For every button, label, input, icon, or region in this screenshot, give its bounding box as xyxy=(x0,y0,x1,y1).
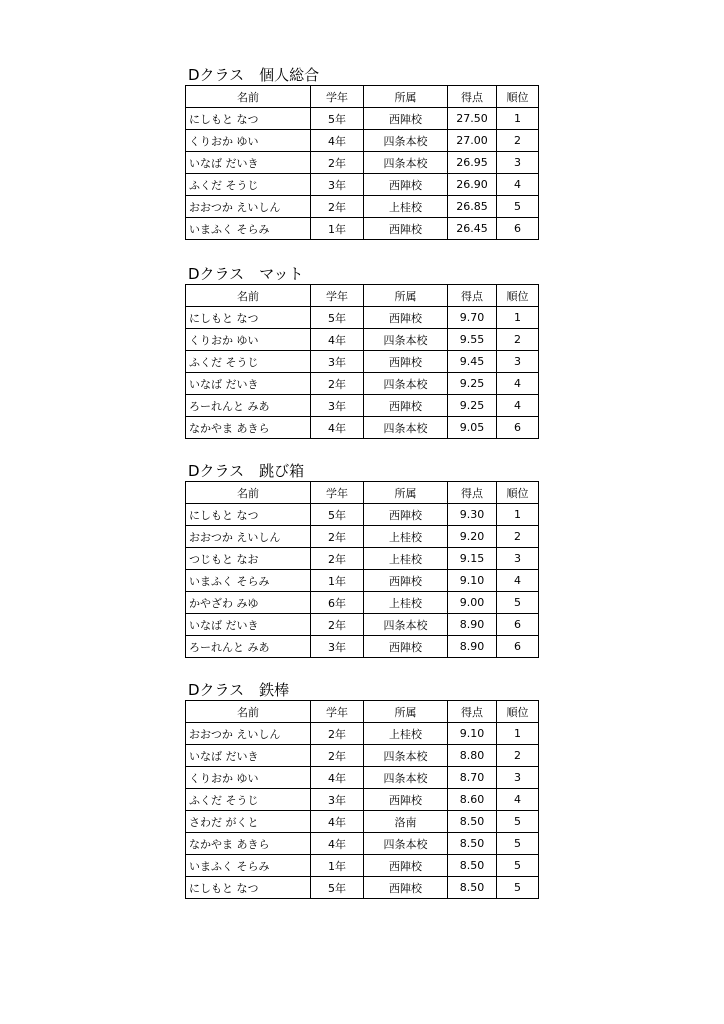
cell-rank: 5 xyxy=(497,811,539,833)
table-row xyxy=(186,373,539,395)
table-row xyxy=(186,395,539,417)
cell-grade: 3年 xyxy=(311,351,364,373)
table-row xyxy=(186,767,539,789)
cell-grade: 5年 xyxy=(311,877,364,899)
cell-score: 8.50 xyxy=(448,855,497,877)
table-row xyxy=(186,855,539,877)
cell-grade: 3年 xyxy=(311,395,364,417)
cell-score: 8.80 xyxy=(448,745,497,767)
table-row xyxy=(186,614,539,636)
cell-grade: 2年 xyxy=(311,723,364,745)
table-row xyxy=(186,307,539,329)
table-row xyxy=(186,877,539,899)
cell-name: いまふく そらみ xyxy=(186,570,311,592)
cell-name: いまふく そらみ xyxy=(186,855,311,877)
cell-school: 四条本校 xyxy=(364,329,448,351)
cell-rank: 5 xyxy=(497,855,539,877)
cell-name: ふくだ そうじ xyxy=(186,174,311,196)
cell-grade: 4年 xyxy=(311,417,364,439)
cell-score: 8.50 xyxy=(448,811,497,833)
cell-school: 四条本校 xyxy=(364,745,448,767)
cell-grade: 3年 xyxy=(311,636,364,658)
table-row xyxy=(186,526,539,548)
cell-rank: 3 xyxy=(497,351,539,373)
cell-score: 9.20 xyxy=(448,526,497,548)
results-table xyxy=(185,700,539,899)
cell-school: 四条本校 xyxy=(364,767,448,789)
header-score: 得点 xyxy=(448,285,497,307)
section-title: Dクラス 鉄棒 xyxy=(188,681,290,699)
cell-grade: 2年 xyxy=(311,152,364,174)
cell-school: 上桂校 xyxy=(364,196,448,218)
results-section-bar xyxy=(185,680,538,899)
cell-name: つじもと なお xyxy=(186,548,311,570)
cell-school: 西陣校 xyxy=(364,504,448,526)
cell-grade: 1年 xyxy=(311,218,364,240)
cell-name: くりおか ゆい xyxy=(186,767,311,789)
cell-school: 上桂校 xyxy=(364,592,448,614)
section-title: Dクラス マット xyxy=(188,265,304,283)
cell-grade: 4年 xyxy=(311,329,364,351)
table-row xyxy=(186,130,539,152)
cell-name: にしもと なつ xyxy=(186,307,311,329)
cell-school: 西陣校 xyxy=(364,351,448,373)
cell-rank: 2 xyxy=(497,745,539,767)
table-row xyxy=(186,570,539,592)
cell-name: おおつか えいしん xyxy=(186,723,311,745)
cell-rank: 5 xyxy=(497,592,539,614)
cell-grade: 2年 xyxy=(311,373,364,395)
table-row xyxy=(186,174,539,196)
results-section-mat xyxy=(185,264,538,439)
cell-name: かやざわ みゆ xyxy=(186,592,311,614)
cell-rank: 4 xyxy=(497,570,539,592)
cell-school: 西陣校 xyxy=(364,855,448,877)
header-rank: 順位 xyxy=(497,482,539,504)
cell-school: 四条本校 xyxy=(364,417,448,439)
table-row xyxy=(186,636,539,658)
cell-name: にしもと なつ xyxy=(186,108,311,130)
cell-school: 西陣校 xyxy=(364,307,448,329)
cell-school: 西陣校 xyxy=(364,570,448,592)
cell-grade: 2年 xyxy=(311,745,364,767)
cell-rank: 3 xyxy=(497,548,539,570)
cell-score: 26.85 xyxy=(448,196,497,218)
cell-score: 9.70 xyxy=(448,307,497,329)
results-body xyxy=(186,307,539,439)
cell-score: 9.10 xyxy=(448,570,497,592)
cell-rank: 5 xyxy=(497,877,539,899)
cell-score: 9.00 xyxy=(448,592,497,614)
section-title: Dクラス 跳び箱 xyxy=(188,462,305,480)
cell-name: ふくだ そうじ xyxy=(186,351,311,373)
header-school: 所属 xyxy=(364,86,448,108)
cell-school: 上桂校 xyxy=(364,526,448,548)
header-score: 得点 xyxy=(448,86,497,108)
cell-school: 四条本校 xyxy=(364,152,448,174)
cell-grade: 5年 xyxy=(311,307,364,329)
header-name: 名前 xyxy=(186,701,311,723)
cell-grade: 3年 xyxy=(311,789,364,811)
table-row xyxy=(186,811,539,833)
header-rank: 順位 xyxy=(497,701,539,723)
cell-rank: 4 xyxy=(497,174,539,196)
table-row xyxy=(186,152,539,174)
cell-score: 8.90 xyxy=(448,636,497,658)
section-title: Dクラス 個人総合 xyxy=(188,66,320,84)
cell-rank: 3 xyxy=(497,767,539,789)
cell-score: 9.55 xyxy=(448,329,497,351)
cell-name: にしもと なつ xyxy=(186,877,311,899)
cell-grade: 2年 xyxy=(311,614,364,636)
results-table xyxy=(185,284,539,439)
cell-score: 8.60 xyxy=(448,789,497,811)
cell-grade: 6年 xyxy=(311,592,364,614)
header-grade: 学年 xyxy=(311,701,364,723)
cell-score: 9.25 xyxy=(448,373,497,395)
header-row xyxy=(186,86,539,108)
table-row xyxy=(186,196,539,218)
cell-school: 西陣校 xyxy=(364,789,448,811)
cell-rank: 1 xyxy=(497,307,539,329)
cell-name: くりおか ゆい xyxy=(186,329,311,351)
cell-school: 四条本校 xyxy=(364,833,448,855)
cell-rank: 5 xyxy=(497,833,539,855)
cell-grade: 2年 xyxy=(311,548,364,570)
cell-score: 26.45 xyxy=(448,218,497,240)
cell-rank: 4 xyxy=(497,789,539,811)
cell-rank: 1 xyxy=(497,504,539,526)
header-grade: 学年 xyxy=(311,285,364,307)
header-grade: 学年 xyxy=(311,86,364,108)
cell-school: 西陣校 xyxy=(364,218,448,240)
cell-score: 26.95 xyxy=(448,152,497,174)
cell-name: いまふく そらみ xyxy=(186,218,311,240)
cell-school: 西陣校 xyxy=(364,636,448,658)
table-row xyxy=(186,504,539,526)
cell-school: 西陣校 xyxy=(364,877,448,899)
header-rank: 順位 xyxy=(497,86,539,108)
cell-school: 西陣校 xyxy=(364,108,448,130)
cell-rank: 4 xyxy=(497,373,539,395)
results-body xyxy=(186,108,539,240)
cell-score: 9.25 xyxy=(448,395,497,417)
cell-rank: 6 xyxy=(497,614,539,636)
cell-rank: 6 xyxy=(497,417,539,439)
table-row xyxy=(186,351,539,373)
table-row xyxy=(186,833,539,855)
header-row xyxy=(186,482,539,504)
cell-name: なかやま あきら xyxy=(186,417,311,439)
results-section-overall xyxy=(185,65,538,240)
cell-name: おおつか えいしん xyxy=(186,526,311,548)
cell-grade: 2年 xyxy=(311,196,364,218)
cell-score: 27.00 xyxy=(448,130,497,152)
cell-grade: 1年 xyxy=(311,570,364,592)
header-score: 得点 xyxy=(448,482,497,504)
cell-rank: 3 xyxy=(497,152,539,174)
cell-name: ふくだ そうじ xyxy=(186,789,311,811)
cell-school: 上桂校 xyxy=(364,548,448,570)
cell-school: 西陣校 xyxy=(364,395,448,417)
header-name: 名前 xyxy=(186,86,311,108)
cell-name: なかやま あきら xyxy=(186,833,311,855)
header-row xyxy=(186,701,539,723)
cell-school: 四条本校 xyxy=(364,373,448,395)
table-row xyxy=(186,789,539,811)
cell-rank: 2 xyxy=(497,130,539,152)
header-name: 名前 xyxy=(186,482,311,504)
cell-grade: 2年 xyxy=(311,526,364,548)
header-school: 所属 xyxy=(364,285,448,307)
cell-name: くりおか ゆい xyxy=(186,130,311,152)
cell-name: ろーれんと みあ xyxy=(186,395,311,417)
cell-name: おおつか えいしん xyxy=(186,196,311,218)
cell-name: いなば だいき xyxy=(186,152,311,174)
cell-name: いなば だいき xyxy=(186,373,311,395)
cell-grade: 4年 xyxy=(311,811,364,833)
table-row xyxy=(186,548,539,570)
cell-score: 9.45 xyxy=(448,351,497,373)
cell-name: いなば だいき xyxy=(186,614,311,636)
cell-grade: 1年 xyxy=(311,855,364,877)
table-row xyxy=(186,723,539,745)
cell-grade: 4年 xyxy=(311,130,364,152)
cell-rank: 4 xyxy=(497,395,539,417)
table-row xyxy=(186,592,539,614)
cell-grade: 4年 xyxy=(311,833,364,855)
cell-rank: 6 xyxy=(497,636,539,658)
cell-grade: 5年 xyxy=(311,504,364,526)
header-name: 名前 xyxy=(186,285,311,307)
table-row xyxy=(186,218,539,240)
cell-score: 9.30 xyxy=(448,504,497,526)
cell-rank: 5 xyxy=(497,196,539,218)
cell-score: 8.90 xyxy=(448,614,497,636)
cell-school: 洛南 xyxy=(364,811,448,833)
cell-name: ろーれんと みあ xyxy=(186,636,311,658)
header-school: 所属 xyxy=(364,701,448,723)
cell-score: 9.15 xyxy=(448,548,497,570)
cell-score: 8.70 xyxy=(448,767,497,789)
header-score: 得点 xyxy=(448,701,497,723)
results-section-vault xyxy=(185,461,538,658)
header-row xyxy=(186,285,539,307)
cell-score: 8.50 xyxy=(448,877,497,899)
results-body xyxy=(186,723,539,899)
cell-score: 9.10 xyxy=(448,723,497,745)
table-row xyxy=(186,108,539,130)
cell-grade: 5年 xyxy=(311,108,364,130)
cell-name: いなば だいき xyxy=(186,745,311,767)
results-table xyxy=(185,85,539,240)
cell-rank: 2 xyxy=(497,329,539,351)
cell-score: 26.90 xyxy=(448,174,497,196)
cell-school: 上桂校 xyxy=(364,723,448,745)
results-table xyxy=(185,481,539,658)
cell-school: 西陣校 xyxy=(364,174,448,196)
cell-name: さわだ がくと xyxy=(186,811,311,833)
header-school: 所属 xyxy=(364,482,448,504)
cell-rank: 1 xyxy=(497,723,539,745)
cell-rank: 2 xyxy=(497,526,539,548)
cell-grade: 4年 xyxy=(311,767,364,789)
cell-school: 四条本校 xyxy=(364,614,448,636)
cell-score: 8.50 xyxy=(448,833,497,855)
cell-grade: 3年 xyxy=(311,174,364,196)
cell-score: 27.50 xyxy=(448,108,497,130)
cell-rank: 6 xyxy=(497,218,539,240)
cell-school: 四条本校 xyxy=(364,130,448,152)
table-row xyxy=(186,329,539,351)
cell-name: にしもと なつ xyxy=(186,504,311,526)
header-grade: 学年 xyxy=(311,482,364,504)
results-body xyxy=(186,504,539,658)
header-rank: 順位 xyxy=(497,285,539,307)
table-row xyxy=(186,417,539,439)
table-row xyxy=(186,745,539,767)
cell-rank: 1 xyxy=(497,108,539,130)
cell-score: 9.05 xyxy=(448,417,497,439)
